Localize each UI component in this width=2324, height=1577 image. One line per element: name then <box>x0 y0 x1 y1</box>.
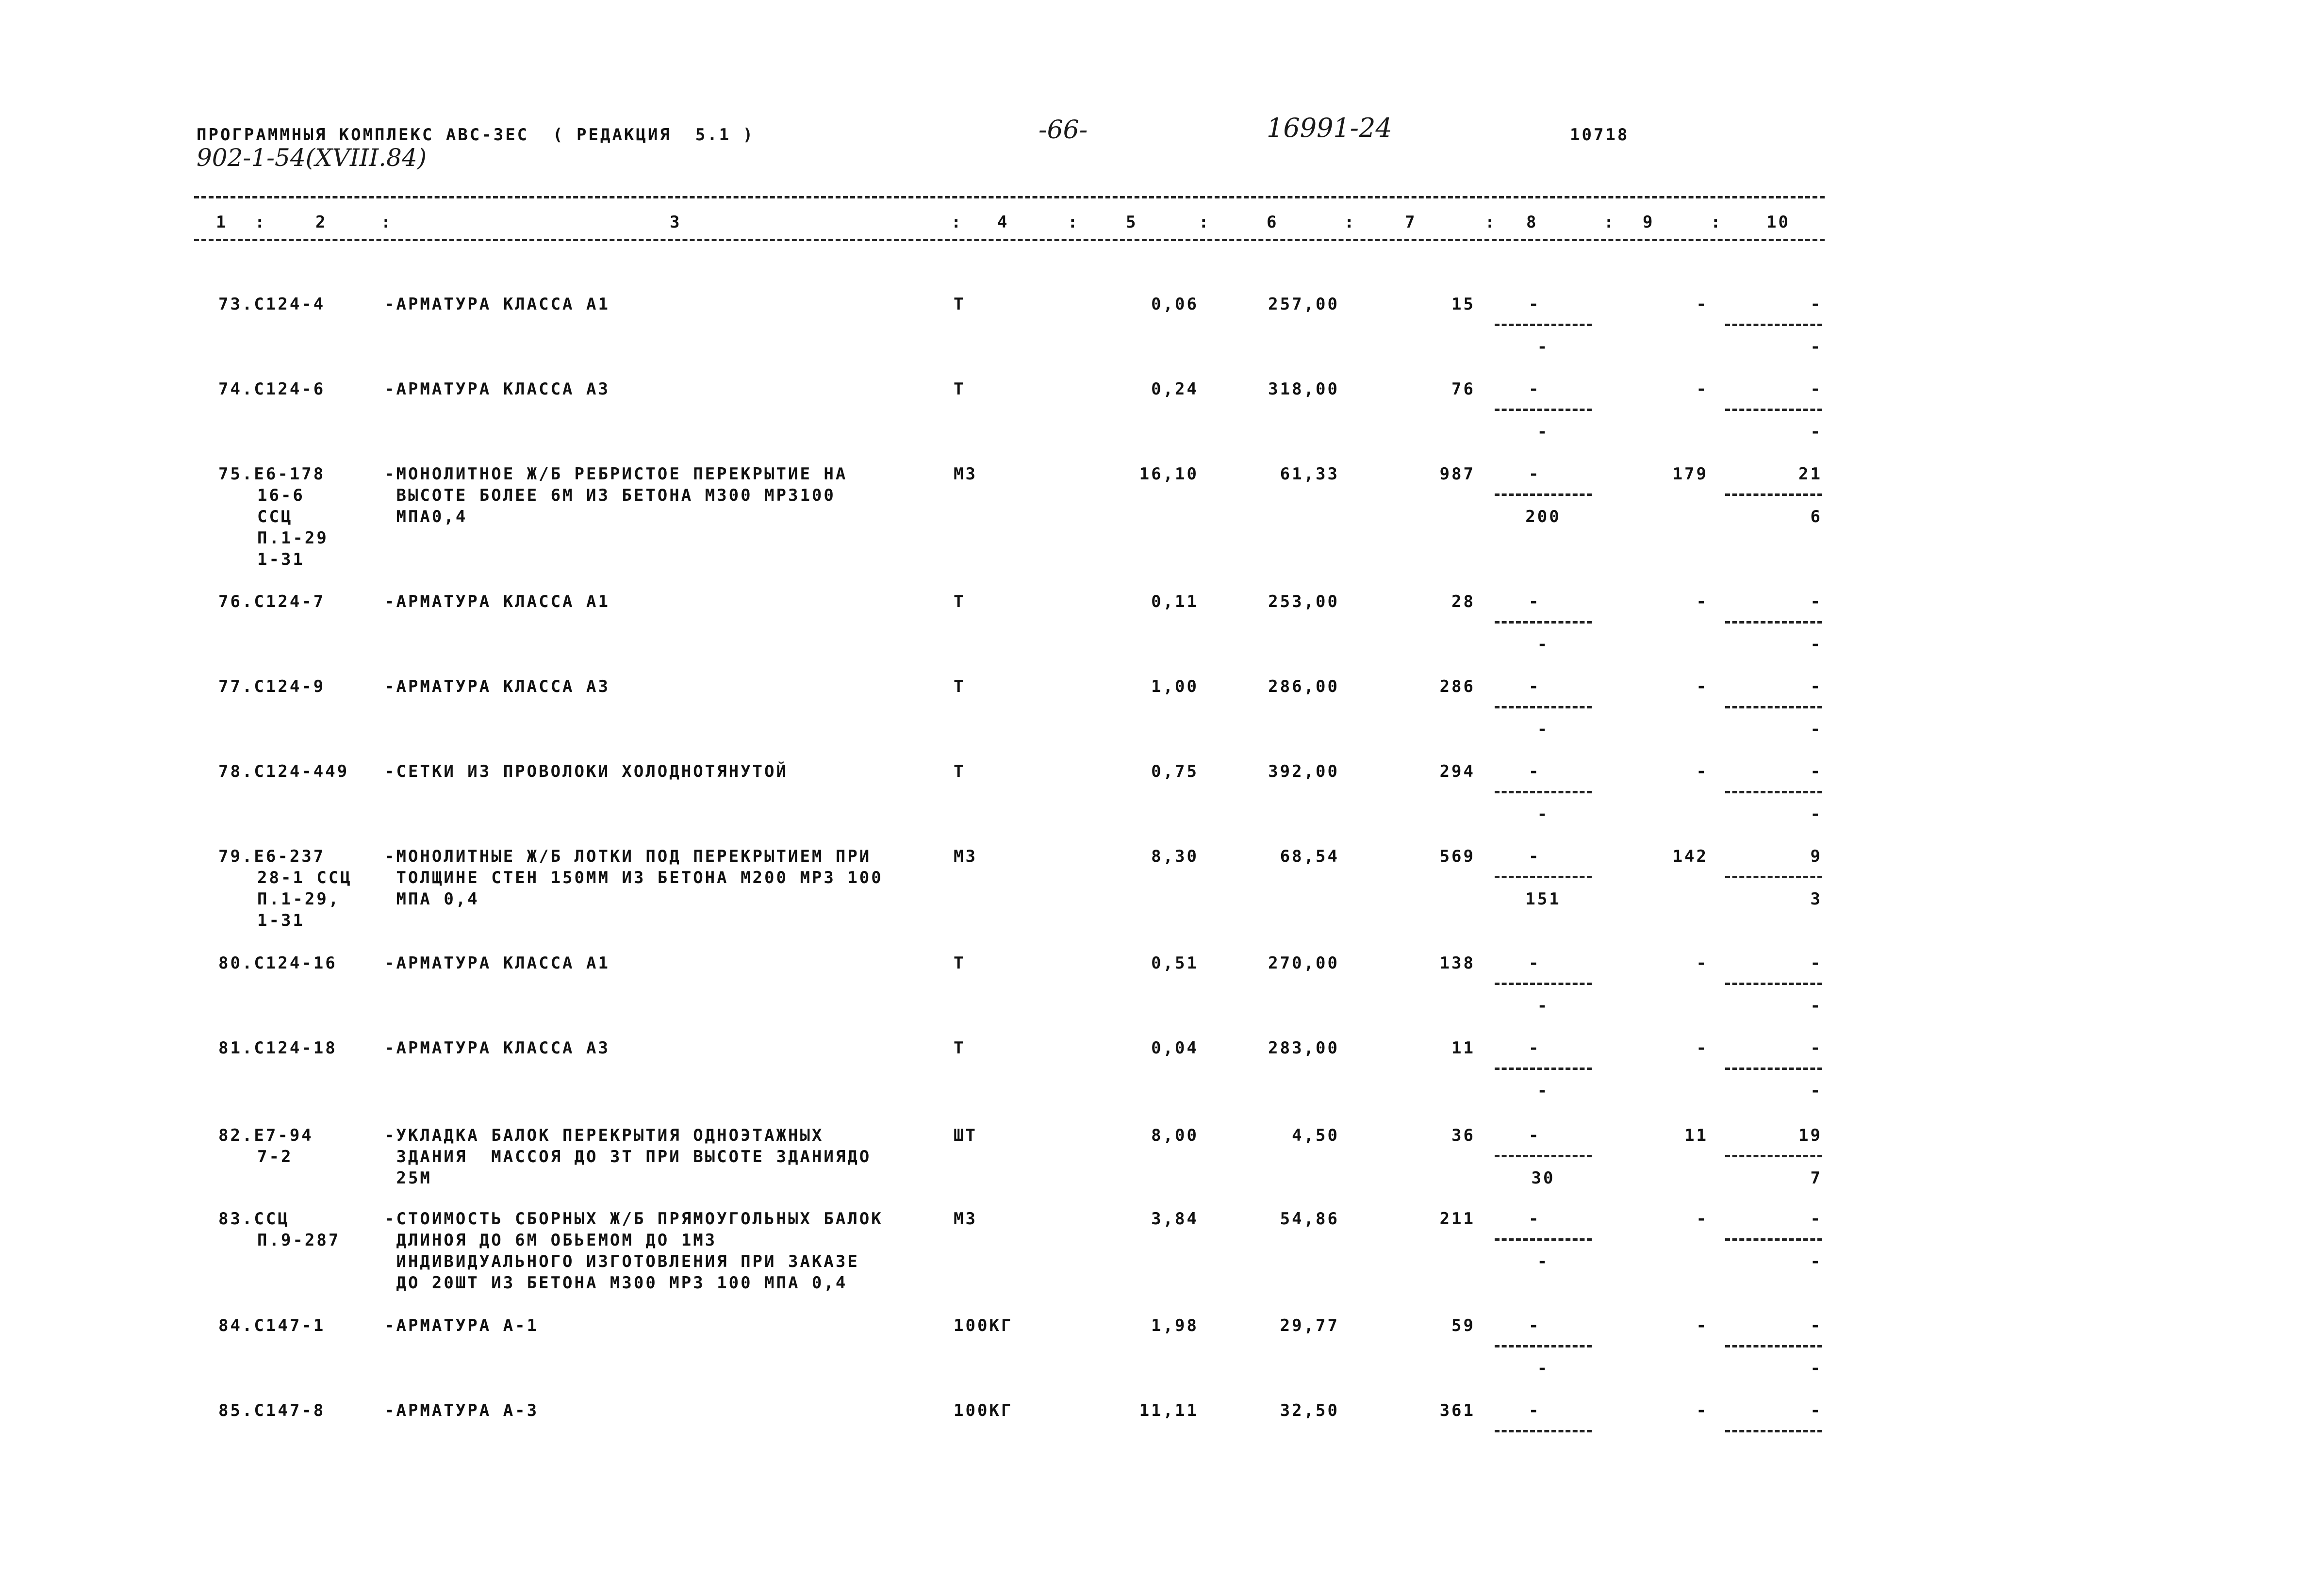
row-unit: 100КГ <box>954 1316 1013 1335</box>
row-quantity: 0,04 <box>1151 1038 1199 1058</box>
fraction-line <box>1725 493 1822 496</box>
row-quantity: 8,30 <box>1151 847 1199 866</box>
row-quantity: 16,10 <box>1139 464 1199 484</box>
row-col8-bottom: - <box>1537 422 1549 442</box>
row-total: 286 <box>1439 677 1475 696</box>
fraction-line <box>1495 983 1592 985</box>
row-description: -МОНОЛИТНЫЕ Ж/Б ЛОТКИ ПОД ПЕРЕКРЫТИЕМ ПРИ <box>384 847 872 866</box>
row-description: -МОНОЛИТНОЕ Ж/Б РЕБРИСТОЕ ПЕРЕКРЫТИЕ НА <box>384 464 848 484</box>
row-col10-top: - <box>1810 1401 1822 1420</box>
row-col8-bottom: 151 <box>1525 889 1561 909</box>
row-col10-bottom: 6 <box>1810 507 1822 526</box>
row-code: 77.С124-9 <box>218 677 326 696</box>
row-col9: - <box>1696 1209 1708 1229</box>
row-col10-bottom: - <box>1810 1252 1822 1271</box>
row-col10-top: - <box>1810 762 1822 781</box>
row-col10-top: - <box>1810 1316 1822 1335</box>
fraction-line <box>1725 791 1822 793</box>
row-price: 270,00 <box>1268 953 1339 973</box>
row-col8-bottom: - <box>1537 805 1549 824</box>
fraction-line <box>1495 1068 1592 1070</box>
column-separator: : <box>1604 213 1616 232</box>
row-col10-bottom: - <box>1810 720 1822 739</box>
row-unit: Т <box>954 379 966 399</box>
row-col10-bottom: - <box>1810 635 1822 654</box>
fraction-line <box>1725 706 1822 708</box>
row-quantity: 0,11 <box>1151 592 1199 611</box>
row-col10-top: - <box>1810 379 1822 399</box>
row-price: 32,50 <box>1280 1401 1339 1420</box>
row-price: 54,86 <box>1280 1209 1339 1229</box>
fraction-line <box>1725 876 1822 878</box>
row-price: 283,00 <box>1268 1038 1339 1058</box>
row-col8-bottom: - <box>1537 1081 1549 1101</box>
row-unit: Т <box>954 953 966 973</box>
row-unit: Т <box>954 677 966 696</box>
column-separator: : <box>1068 213 1080 232</box>
row-total: 211 <box>1439 1209 1475 1229</box>
row-code: 73.С124-4 <box>218 295 326 314</box>
row-col9: 179 <box>1672 464 1708 484</box>
row-code: 74.С124-6 <box>218 379 326 399</box>
row-col9: - <box>1696 379 1708 399</box>
row-unit: М3 <box>954 464 977 484</box>
row-code: 82.Е7-94 <box>218 1126 313 1145</box>
row-col9: 142 <box>1672 847 1708 866</box>
row-col8-bottom: 30 <box>1531 1168 1555 1188</box>
row-total: 361 <box>1439 1401 1475 1420</box>
column-header-5: 5 <box>1126 213 1138 232</box>
row-col9: - <box>1696 1038 1708 1058</box>
column-header-1: 1 <box>216 213 228 232</box>
row-unit: Т <box>954 592 966 611</box>
row-code: 83.ССЦ <box>218 1209 290 1229</box>
row-total: 59 <box>1451 1316 1475 1335</box>
column-header-6: 6 <box>1267 213 1279 232</box>
row-col10-bottom: - <box>1810 1359 1822 1378</box>
row-price: 318,00 <box>1268 379 1339 399</box>
row-col8-top: - <box>1529 1316 1541 1335</box>
fraction-line <box>1725 983 1822 985</box>
row-col10-top: 21 <box>1798 464 1822 484</box>
row-description: -АРМАТУРА КЛАССА А1 <box>384 295 610 314</box>
fraction-line <box>1495 409 1592 411</box>
row-col8-top: - <box>1529 592 1541 611</box>
fraction-line <box>1725 324 1822 326</box>
row-col8-top: - <box>1529 847 1541 866</box>
fraction-line <box>1495 706 1592 708</box>
row-price: 68,54 <box>1280 847 1339 866</box>
row-code: 75.Е6-178 <box>218 464 326 484</box>
row-unit: Т <box>954 295 966 314</box>
column-separator: : <box>255 213 267 232</box>
row-description: -СТОИМОСТЬ СБОРНЫХ Ж/Б ПРЯМОУГОЛЬНЫХ БАЛОК <box>384 1209 883 1229</box>
row-total: 569 <box>1439 847 1475 866</box>
row-code-extra: 28-1 ССЦ <box>257 868 352 887</box>
row-total: 987 <box>1439 464 1475 484</box>
column-separator: : <box>951 213 963 232</box>
fraction-line <box>1725 621 1822 624</box>
row-col9: - <box>1696 592 1708 611</box>
row-unit: М3 <box>954 847 977 866</box>
row-quantity: 0,51 <box>1151 953 1199 973</box>
row-quantity: 3,84 <box>1151 1209 1199 1229</box>
row-quantity: 0,75 <box>1151 762 1199 781</box>
fraction-line <box>1495 1155 1592 1157</box>
row-price: 392,00 <box>1268 762 1339 781</box>
row-col10-top: - <box>1810 677 1822 696</box>
row-total: 294 <box>1439 762 1475 781</box>
row-description: -АРМАТУРА А-1 <box>384 1316 539 1335</box>
row-col10-top: 9 <box>1810 847 1822 866</box>
row-description: ИНДИВИДУАЛЬНОГО ИЗГОТОВЛЕНИЯ ПРИ ЗАКАЗЕ <box>384 1252 859 1271</box>
row-total: 15 <box>1451 295 1475 314</box>
fraction-line <box>1495 791 1592 793</box>
row-description: -АРМАТУРА КЛАССА А3 <box>384 379 610 399</box>
row-code: 76.С124-7 <box>218 592 326 611</box>
fraction-line <box>1495 621 1592 624</box>
fraction-line <box>1725 1345 1822 1347</box>
row-quantity: 8,00 <box>1151 1126 1199 1145</box>
row-col9: - <box>1696 762 1708 781</box>
row-unit: ШТ <box>954 1126 977 1145</box>
row-quantity: 1,98 <box>1151 1316 1199 1335</box>
row-code-extra: 1-31 <box>257 911 305 930</box>
row-description: -АРМАТУРА А-3 <box>384 1401 539 1420</box>
row-col10-top: - <box>1810 953 1822 973</box>
program-header: ПРОГРАММНЫЯ КОМПЛЕКС АВС-ЗЕС ( РЕДАКЦИЯ 5.1 ) <box>197 125 755 145</box>
handwritten-number: 16991-24 <box>1267 113 1392 143</box>
row-col8-top: - <box>1529 953 1541 973</box>
row-unit: Т <box>954 762 966 781</box>
row-col8-top: - <box>1529 677 1541 696</box>
column-header-9: 9 <box>1643 213 1655 232</box>
row-description: ДЛИНОЯ ДО 6М ОБЬЕМОМ ДО 1М3 <box>384 1231 717 1250</box>
row-col10-bottom: - <box>1810 805 1822 824</box>
column-header-7: 7 <box>1405 213 1417 232</box>
row-col9: - <box>1696 295 1708 314</box>
row-col8-top: - <box>1529 379 1541 399</box>
row-quantity: 11,11 <box>1139 1401 1199 1420</box>
row-price: 61,33 <box>1280 464 1339 484</box>
fraction-line <box>1725 1068 1822 1070</box>
fraction-line <box>1725 1155 1822 1157</box>
row-description: -СЕТКИ ИЗ ПРОВОЛОКИ ХОЛОДНОТЯНУТОЙ <box>384 762 788 781</box>
row-col10-bottom: 7 <box>1810 1168 1822 1188</box>
row-code: 79.Е6-237 <box>218 847 326 866</box>
column-separator: : <box>1344 213 1356 232</box>
row-code-extra: П.1-29, <box>257 889 341 909</box>
row-col8-top: - <box>1529 762 1541 781</box>
fraction-line <box>1725 409 1822 411</box>
row-col9: 11 <box>1684 1126 1708 1145</box>
row-col8-top: - <box>1529 295 1541 314</box>
row-col8-bottom: - <box>1537 1252 1549 1271</box>
row-total: 36 <box>1451 1126 1475 1145</box>
row-code: 80.С124-16 <box>218 953 337 973</box>
column-separator: : <box>381 213 393 232</box>
row-price: 286,00 <box>1268 677 1339 696</box>
row-description: МПА 0,4 <box>384 889 479 909</box>
column-header-4: 4 <box>997 213 1009 232</box>
column-separator: : <box>1485 213 1497 232</box>
row-price: 257,00 <box>1268 295 1339 314</box>
row-description: ДО 20ШТ ИЗ БЕТОНА М300 МРЗ 100 МПА 0,4 <box>384 1273 848 1293</box>
column-separator: : <box>1711 213 1723 232</box>
row-unit: М3 <box>954 1209 977 1229</box>
row-col9: - <box>1696 1316 1708 1335</box>
page-number: -66- <box>1038 115 1088 145</box>
fraction-line <box>1725 1430 1822 1432</box>
column-header-8: 8 <box>1526 213 1538 232</box>
row-description: -АРМАТУРА КЛАССА А3 <box>384 677 610 696</box>
row-total: 138 <box>1439 953 1475 973</box>
row-col8-bottom: - <box>1537 720 1549 739</box>
row-code-extra: ССЦ <box>257 507 293 526</box>
row-col8-top: - <box>1529 1038 1541 1058</box>
row-col10-top: - <box>1810 295 1822 314</box>
row-total: 11 <box>1451 1038 1475 1058</box>
row-col8-top: - <box>1529 464 1541 484</box>
row-code: 84.С147-1 <box>218 1316 326 1335</box>
row-total: 76 <box>1451 379 1475 399</box>
column-header-3: 3 <box>670 213 682 232</box>
row-price: 29,77 <box>1280 1316 1339 1335</box>
fraction-line <box>1725 1238 1822 1241</box>
row-quantity: 1,00 <box>1151 677 1199 696</box>
column-header-2: 2 <box>315 213 328 232</box>
row-total: 28 <box>1451 592 1475 611</box>
fraction-line <box>1495 1430 1592 1432</box>
row-code: 78.С124-449 <box>218 762 349 781</box>
row-col9: - <box>1696 953 1708 973</box>
row-code-extra: 16-6 <box>257 486 305 505</box>
row-col10-bottom: 3 <box>1810 889 1822 909</box>
row-col8-bottom: - <box>1537 996 1549 1016</box>
handwritten-project-code: 902-1-54(XVIII.84) <box>197 144 427 172</box>
fraction-line <box>1495 324 1592 326</box>
header-rule-bottom <box>194 239 1825 241</box>
row-col9: - <box>1696 677 1708 696</box>
fraction-line <box>1495 1345 1592 1347</box>
row-description: -АРМАТУРА КЛАССА А3 <box>384 1038 610 1058</box>
row-col8-bottom: - <box>1537 337 1549 357</box>
document-code: 10718 <box>1570 125 1630 145</box>
row-code: 81.С124-18 <box>218 1038 337 1058</box>
row-quantity: 0,24 <box>1151 379 1199 399</box>
row-description: -АРМАТУРА КЛАССА А1 <box>384 953 610 973</box>
row-code-extra: 1-31 <box>257 550 305 569</box>
row-description: ВЫСОТЕ БОЛЕЕ 6М ИЗ БЕТОНА М300 МРЗ100 <box>384 486 836 505</box>
row-description: МПА0,4 <box>384 507 468 526</box>
row-col9: - <box>1696 1401 1708 1420</box>
row-price: 4,50 <box>1292 1126 1339 1145</box>
row-col10-top: 19 <box>1798 1126 1822 1145</box>
fraction-line <box>1495 876 1592 878</box>
row-code-extra: П.9-287 <box>257 1231 341 1250</box>
column-header-10: 10 <box>1766 213 1790 232</box>
row-col8-bottom: 200 <box>1525 507 1561 526</box>
row-description: -УКЛАДКА БАЛОК ПЕРЕКРЫТИЯ ОДНОЭТАЖНЫХ <box>384 1126 824 1145</box>
row-col10-top: - <box>1810 592 1822 611</box>
row-description: ЗДАНИЯ МАССОЯ ДО 3Т ПРИ ВЫСОТЕ ЗДАНИЯДО <box>384 1147 872 1166</box>
row-description: 25М <box>384 1168 432 1188</box>
row-col8-top: - <box>1529 1126 1541 1145</box>
fraction-line <box>1495 493 1592 496</box>
row-col8-bottom: - <box>1537 635 1549 654</box>
row-col10-top: - <box>1810 1209 1822 1229</box>
row-col8-top: - <box>1529 1401 1541 1420</box>
row-code-extra: П.1-29 <box>257 528 329 548</box>
column-separator: : <box>1199 213 1211 232</box>
fraction-line <box>1495 1238 1592 1241</box>
row-col10-bottom: - <box>1810 422 1822 442</box>
row-col8-top: - <box>1529 1209 1541 1229</box>
header-rule-top <box>194 196 1825 198</box>
row-col8-bottom: - <box>1537 1359 1549 1378</box>
row-description: ТОЛЩИНЕ СТЕН 150ММ ИЗ БЕТОНА М200 МРЗ 100 <box>384 868 883 887</box>
row-quantity: 0,06 <box>1151 295 1199 314</box>
row-code-extra: 7-2 <box>257 1147 293 1166</box>
row-col10-bottom: - <box>1810 996 1822 1016</box>
row-unit: 100КГ <box>954 1401 1013 1420</box>
row-description: -АРМАТУРА КЛАССА А1 <box>384 592 610 611</box>
row-price: 253,00 <box>1268 592 1339 611</box>
row-code: 85.С147-8 <box>218 1401 326 1420</box>
row-col10-top: - <box>1810 1038 1822 1058</box>
row-unit: Т <box>954 1038 966 1058</box>
row-col10-bottom: - <box>1810 337 1822 357</box>
row-col10-bottom: - <box>1810 1081 1822 1101</box>
